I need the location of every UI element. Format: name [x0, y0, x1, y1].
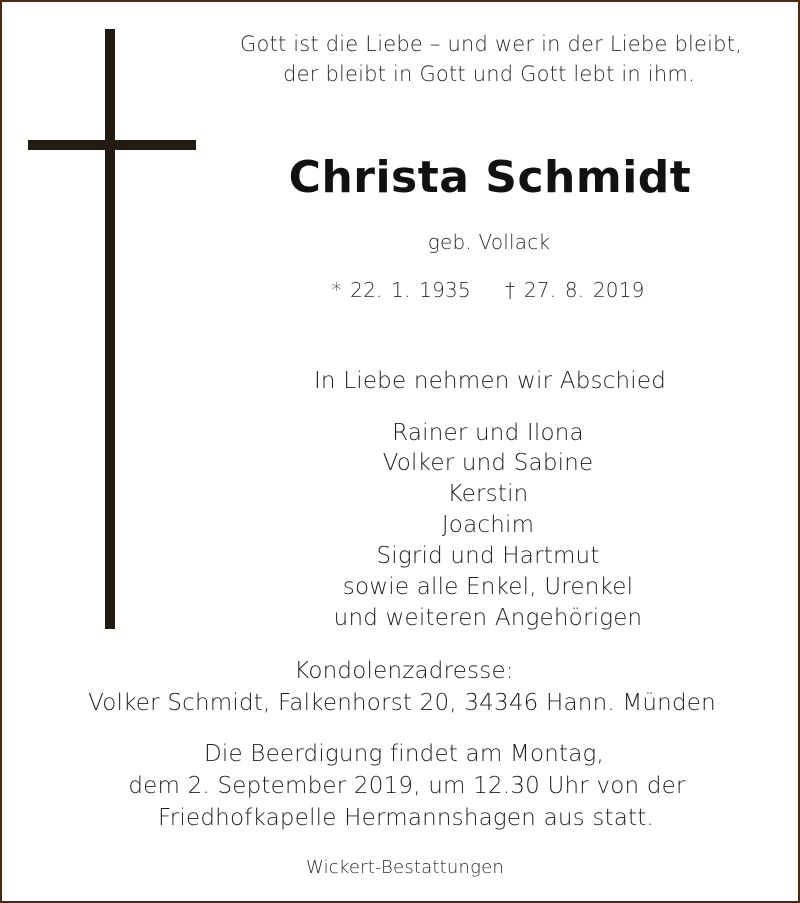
funeral-line-1: Die Beerdigung findet am Montag,: [203, 741, 605, 767]
verse-line-2: der bleibt in Gott und Gott lebt in ihm.: [283, 62, 695, 86]
mourner-line: und weiteren Angehörigen: [333, 605, 643, 631]
condolence-label: Kondolenzadresse:: [294, 658, 514, 684]
mourner-line: Joachim: [441, 512, 535, 538]
cross-horizontal-bar: [28, 140, 196, 150]
condolence-address: Volker Schmidt, Falkenhorst 20, 34346 Hann. Münden: [88, 690, 716, 716]
birth-name: geb. Vollack: [427, 230, 551, 254]
cross-vertical-bar: [105, 29, 115, 629]
mourner-line: Sigrid und Hartmut: [376, 543, 600, 569]
mourner-line: Rainer und Ilona: [392, 420, 584, 446]
life-dates: * 22. 1. 1935 † 27. 8. 2019: [331, 278, 645, 302]
verse-line-1: Gott ist die Liebe – und wer in der Liebe bleibt,: [239, 32, 743, 56]
funeral-line-2: dem 2. September 2019, um 12.30 Uhr von der: [128, 773, 686, 799]
mourner-line: Kerstin: [447, 481, 529, 507]
mourner-line: Volker und Sabine: [382, 450, 594, 476]
mourner-line: sowie alle Enkel, Urenkel: [342, 574, 634, 600]
funeral-line-3: Friedhofkapelle Hermannshagen aus statt.: [158, 805, 654, 831]
farewell-text: In Liebe nehmen wir Abschied: [313, 368, 667, 394]
undertaker-name: Wickert-Bestattungen: [305, 857, 505, 878]
cross-icon: [28, 29, 196, 629]
deceased-name: Christa Schmidt: [288, 152, 692, 203]
